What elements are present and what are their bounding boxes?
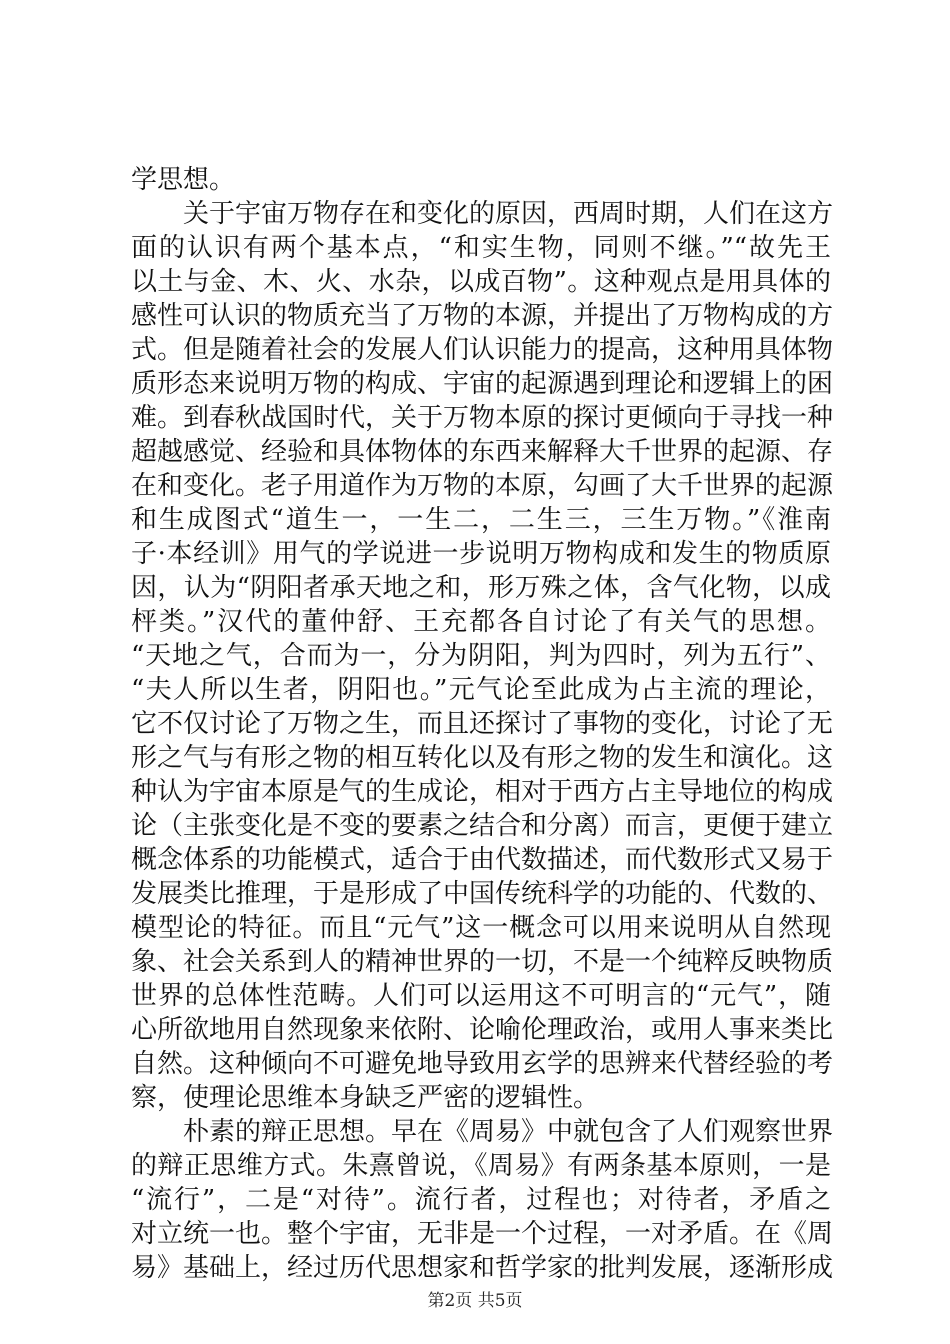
text-line: 察，使理论思维本身缺乏严密的逻辑性。	[131, 1083, 600, 1113]
page-number: 第2页 共5页	[427, 1291, 523, 1311]
text-line: 它不仅讨论了万物之生，而且还探讨了事物的变化，讨论了无	[131, 709, 834, 739]
text-line: “夫人所以生者，阴阳也。”元气论至此成为占主流的理论，	[131, 675, 831, 705]
text-line: 质形态来说明万物的构成、宇宙的起源遇到理论和逻辑上的困	[131, 369, 834, 399]
text-line: 心所欲地用自然现象来依附、论喻伦理政治，或用人事来类比	[131, 1015, 834, 1045]
text-line: “流行”，二是“对待”。流行者，过程也；对待者，矛盾之	[131, 1185, 831, 1215]
text-line: 式。但是随着社会的发展人们认识能力的提高，这种用具体物	[131, 335, 834, 365]
text-line: 易》基础上，经过历代思想家和哲学家的批判发展，逐渐形成	[131, 1253, 834, 1283]
text-line: 和生成图式“道生一，一生二，二生三，三生万物。”《淮南	[131, 505, 831, 535]
text-line: 形之气与有形之物的相互转化以及有形之物的发生和演化。这	[131, 743, 834, 773]
document-body	[131, 163, 834, 1285]
text-line: 学思想。	[131, 165, 236, 195]
text-line: 概念体系的功能模式，适合于由代数描述，而代数形式又易于	[131, 845, 834, 875]
text-line: 论（主张变化是不变的要素之结合和分离）而言，更便于建立	[131, 811, 834, 841]
text-line: 面的认识有两个基本点，“和实生物，同则不继。”“故先王	[131, 233, 831, 263]
text-line: 世界的总体性范畴。人们可以运用这不可明言的“元气”，随	[131, 981, 831, 1011]
text-line: 种认为宇宙本原是气的生成论，相对于西方占主导地位的构成	[131, 777, 834, 807]
text-line: 模型论的特征。而且“元气”这一概念可以用来说明从自然现	[131, 913, 831, 943]
text-line: 朴素的辩正思想。早在《周易》中就包含了人们观察世界	[183, 1117, 834, 1147]
text-line: 关于宇宙万物存在和变化的原因，西周时期，人们在这方	[183, 199, 834, 229]
text-line: 子·本经训》用气的学说进一步说明万物构成和发生的物质原	[131, 539, 831, 569]
text-line: 以土与金、木、火、水杂，以成百物”。这种观点是用具体的	[131, 267, 831, 297]
text-line: 在和变化。老子用道作为万物的本原，勾画了大千世界的起源	[131, 471, 834, 501]
text-line: 象、社会关系到人的精神世界的一切，不是一个纯粹反映物质	[131, 947, 834, 977]
text-line: 对立统一也。整个宇宙，无非是一个过程，一对矛盾。在《周	[131, 1219, 834, 1249]
text-line: 的辩正思维方式。朱熹曾说，《周易》有两条基本原则，一是	[131, 1151, 831, 1181]
text-line: “天地之气，合而为一，分为阴阳，判为四时，列为五行”、	[131, 641, 831, 671]
page-footer	[0, 1290, 950, 1312]
text-line: 发展类比推理，于是形成了中国传统科学的功能的、代数的、	[131, 879, 834, 909]
text-line: 枰类。”汉代的董仲舒、王充都各自讨论了有关气的思想。	[131, 607, 831, 637]
text-line: 超越感觉、经验和具体物体的东西来解释大千世界的起源、存	[131, 437, 834, 467]
text-line: 感性可认识的物质充当了万物的本源，并提出了万物构成的方	[131, 301, 834, 331]
text-line: 因，认为“阴阳者承天地之和，形万殊之体，含气化物，以成	[131, 573, 831, 603]
text-line: 自然。这种倾向不可避免地导致用玄学的思辨来代替经验的考	[131, 1049, 834, 1079]
text-line: 难。到春秋战国时代，关于万物本原的探讨更倾向于寻找一种	[131, 403, 834, 433]
